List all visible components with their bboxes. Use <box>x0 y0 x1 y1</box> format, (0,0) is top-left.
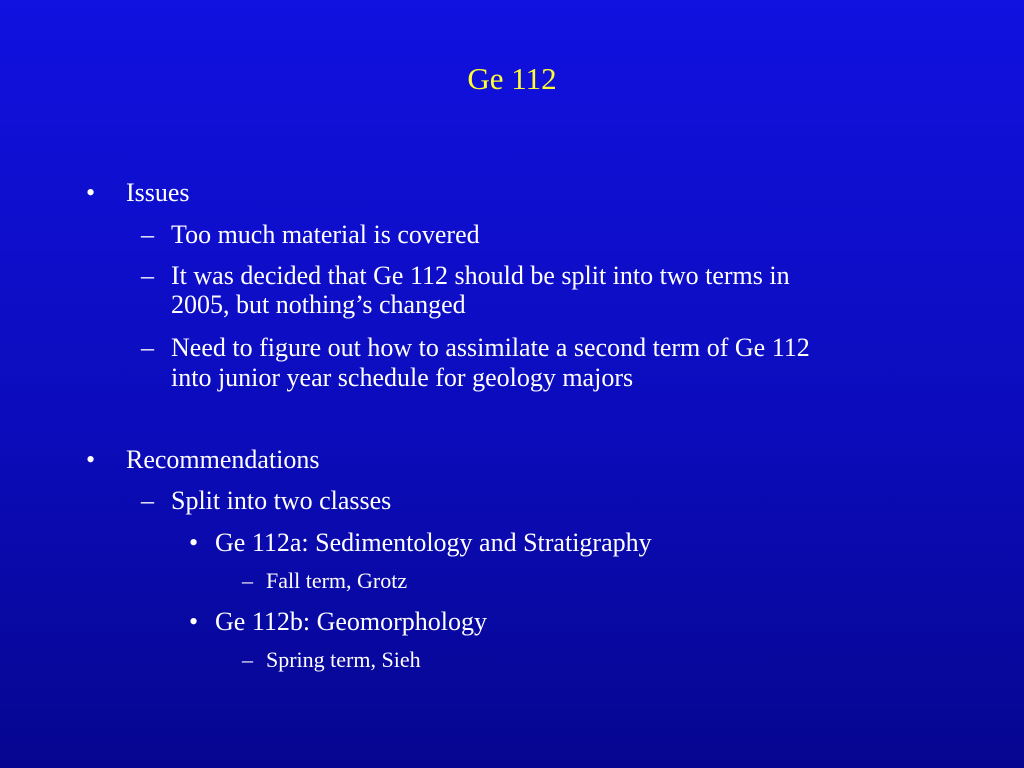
subitem-text: Too much material is covered <box>171 220 480 249</box>
dash-marker: – <box>141 261 154 290</box>
bullet-marker: • <box>86 445 96 474</box>
class-ge112b-text: Ge 112b: Geomorphology <box>215 607 487 636</box>
bullet-marker: • <box>86 178 96 207</box>
dash-marker: – <box>242 647 253 672</box>
dash-marker: – <box>242 568 253 593</box>
bullet-recommendations-text: Recommendations <box>126 445 320 474</box>
subitem-text-line1: Need to figure out how to assimilate a second term of Ge 112 <box>171 333 810 362</box>
bullet-marker: • <box>189 528 199 557</box>
class-ge112a-term-text: Fall term, Grotz <box>266 568 408 593</box>
slide-title: Ge 112 <box>467 61 557 96</box>
subitem-text-line2: 2005, but nothing’s changed <box>171 290 466 319</box>
class-ge112a-text: Ge 112a: Sedimentology and Stratigraphy <box>215 528 652 557</box>
subitem-text-line2: into junior year schedule for geology majors <box>171 363 634 392</box>
dash-marker: – <box>141 486 154 515</box>
dash-marker: – <box>141 333 154 362</box>
dash-marker: – <box>141 220 154 249</box>
bullet-marker: • <box>189 607 199 636</box>
class-ge112b-term-text: Spring term, Sieh <box>266 647 421 672</box>
bullet-issues-text: Issues <box>126 178 190 207</box>
subitem-text-line1: It was decided that Ge 112 should be split into two terms in <box>171 261 790 290</box>
subitem-text: Split into two classes <box>171 486 392 515</box>
